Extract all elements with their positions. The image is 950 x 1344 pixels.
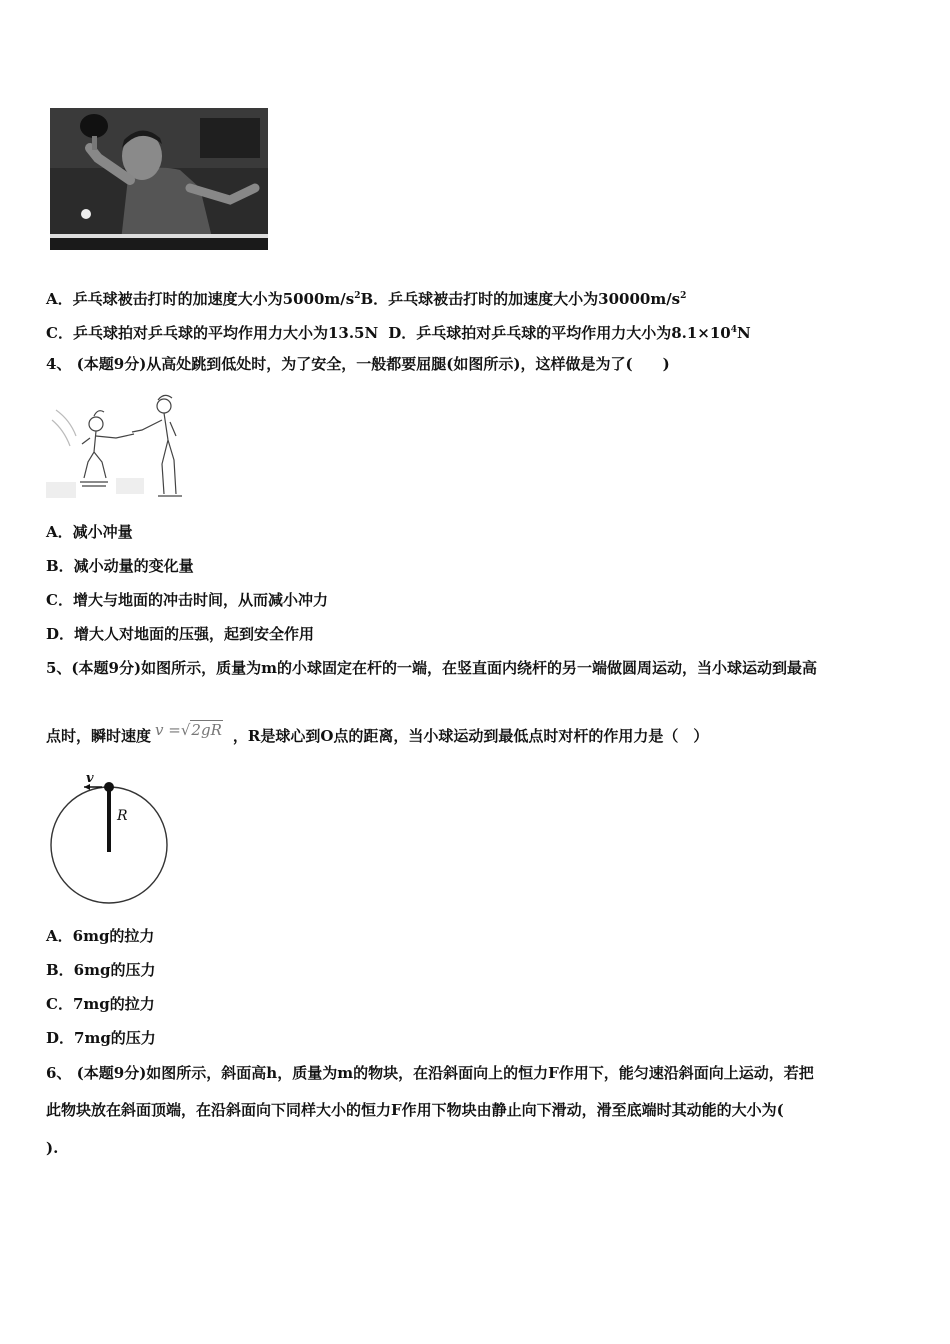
formula-sqrt: √	[180, 721, 191, 739]
q5-option-d: D．7mg的压力	[46, 1029, 156, 1047]
q6-stem-line1: 6、 (本题9分)如图所示，斜面高h，质量为m的物块，在沿斜面向上的恒力F作用下，能匀速沿斜面向上运动，若把	[46, 1064, 814, 1082]
q3-option-b-exponent: 2	[680, 291, 687, 301]
q3-option-d-unit: N	[737, 324, 751, 342]
q3-option-d-exponent: 4	[730, 325, 738, 335]
circular-motion-figure	[46, 770, 172, 906]
q3-options-ab	[46, 286, 686, 309]
q3-option-b: B．乒乓球被击打时的加速度大小为30000m/s	[360, 290, 681, 308]
q6-stem-line3: ).	[46, 1139, 59, 1157]
velocity-formula	[155, 720, 223, 740]
q4-option-b: B．减小动量的变化量	[46, 557, 194, 575]
q5-option-c: C．7mg的拉力	[46, 995, 155, 1013]
q5-option-a: A．6mg的拉力	[46, 927, 155, 945]
q5-stem-line2	[46, 720, 708, 746]
label-r: R	[117, 808, 128, 824]
q3-option-c: C．乒乓球拍对乒乓球的平均作用力大小为13.5N	[46, 324, 379, 342]
q3-options-cd	[46, 320, 751, 343]
q6-stem-line2: 此物块放在斜面顶端，在沿斜面向下同样大小的恒力F作用下物块由静止向下滑动，滑至底端时其动能的大小为(	[46, 1101, 784, 1119]
label-v: v	[86, 771, 94, 786]
formula-v: v	[155, 721, 164, 739]
q3-option-d: D．乒乓球拍对乒乓球的平均作用力大小为8.1×10	[388, 324, 731, 342]
q5-stem-line2-end: ，R是球心到O点的距离，当小球运动到最低点时对杆的作用力是（ ）	[232, 727, 709, 745]
q5-stem-line2-start: 点时，瞬时速度	[46, 727, 152, 745]
formula-equals: =	[168, 721, 181, 739]
q5-stem-line1: 5、(本题9分)如图所示，质量为m的小球固定在杆的一端，在竖直面内绕杆的另一端做圆周运动，当小球运动到最高	[46, 659, 817, 677]
jumping-girl-sketch	[46, 390, 196, 502]
jumping-figure	[46, 390, 196, 502]
formula-radicand: 2gR	[191, 721, 222, 739]
q3-option-a: A．乒乓球被击打时的加速度大小为5000m/s	[46, 290, 355, 308]
ball	[104, 782, 114, 792]
q4-option-d: D．增大人对地面的压强，起到安全作用	[46, 625, 315, 643]
table-tennis-photo	[50, 108, 268, 250]
q4-stem: 4、 (本题9分)从高处跳到低处时，为了安全，一般都要屈腿(如图所示)，这样做是为了( )	[46, 355, 670, 373]
circle-rod-diagram	[46, 770, 172, 906]
table-tennis-player-image	[50, 108, 268, 250]
q4-option-c: C．增大与地面的冲击时间，从而减小冲力	[46, 591, 328, 609]
q4-option-a: A．减小冲量	[46, 523, 133, 541]
q3-option-a-exponent: 2	[354, 291, 361, 301]
q5-option-b: B．6mg的压力	[46, 961, 156, 979]
